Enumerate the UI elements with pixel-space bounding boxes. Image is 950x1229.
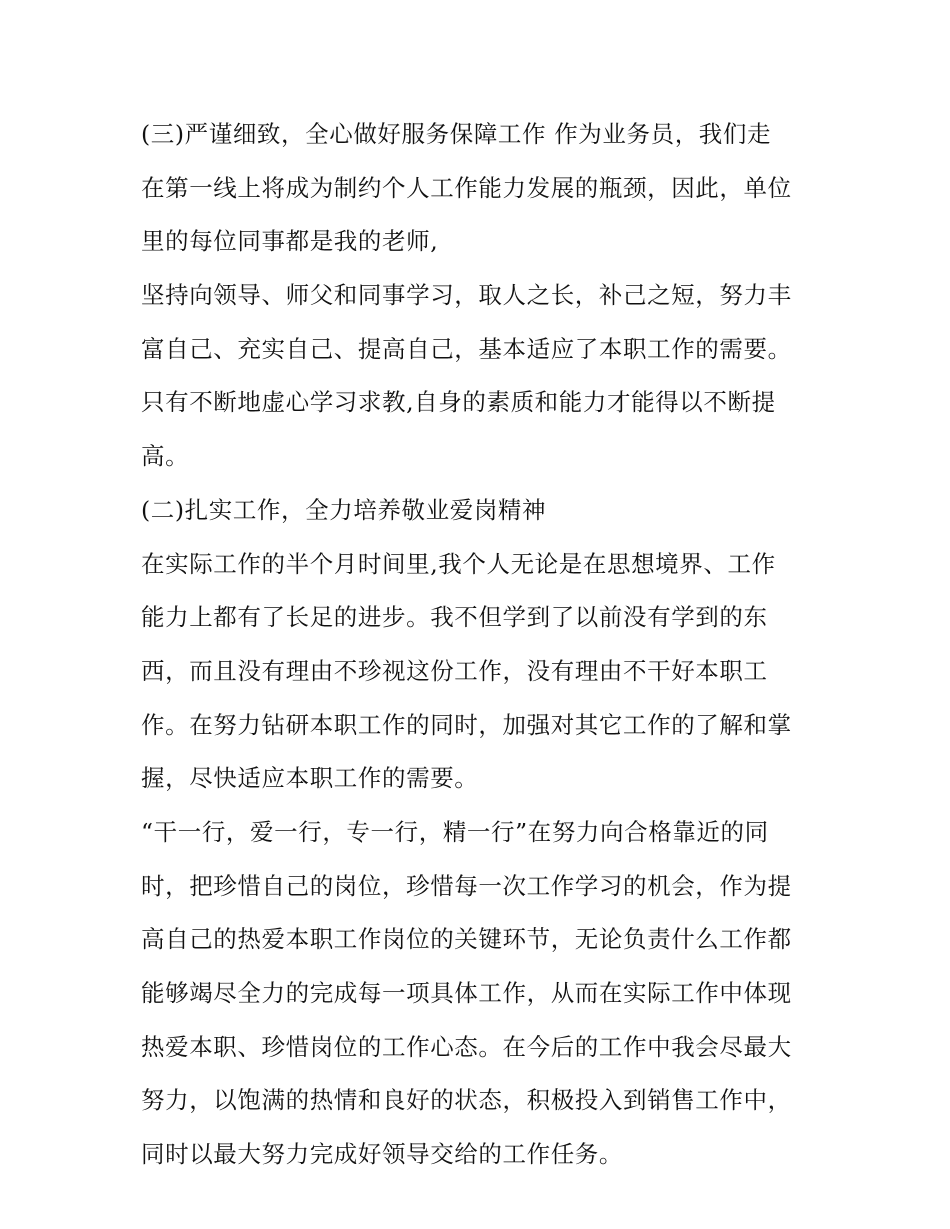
document-body [141,108,821,1182]
text-line: 能力上都有了长足的进步。我不但学到了以前没有学到的东 [141,603,768,632]
text-line: 握，尽快适应本职工作的需要。 [141,764,479,793]
text-line: 只有不断地虚心学习求教,自身的素质和能力才能得以不断提 [141,388,776,417]
text-line: 西，而且没有理由不珍视这份工作，没有理由不干好本职工 [141,656,768,685]
text-line: 坚持向领导、师父和同事学习，取人之长，补己之短，努力丰 [141,281,792,310]
text-line: (三)严谨细致，全心做好服务保障工作 作为业务员，我们走 [141,120,772,148]
text-line: 时，把珍惜自己的岗位，珍惜每一次工作学习的机会，作为提 [141,871,792,900]
text-line: 里的每位同事都是我的老师, [141,227,439,256]
text-line: 能够竭尽全力的完成每一项具体工作，从而在实际工作中体现 [141,979,792,1007]
text-line: 高。 [141,442,190,471]
text-line: 高自己的热爱本职工作岗位的关键环节，无论负责什么工作都 [141,925,792,954]
text-line: 作。在努力钻研本职工作的同时，加强对其它工作的了解和掌 [141,710,792,739]
section-heading: (二)扎实工作，全力培养敬业爱岗精神 [141,495,547,524]
text-line: 在第一线上将成为制约个人工作能力发展的瓶颈，因此，单位 [141,173,792,202]
text-line: “干一行，爱一行，专一行，精一行”在努力向合格靠近的同 [141,817,769,846]
text-line: 同时以最大努力完成好领导交给的工作任务。 [141,1140,623,1169]
text-line: 努力，以饱满的热情和良好的状态，积极投入到销售工作中， [141,1086,792,1115]
text-line: 富自己、充实自己、提高自己，基本适应了本职工作的需要。 [141,334,792,363]
text-line: 在实际工作的半个月时间里,我个人无论是在思想境界、工作 [141,549,776,578]
text-line: 热爱本职、珍惜岗位的工作心态。在今后的工作中我会尽最大 [141,1032,792,1061]
